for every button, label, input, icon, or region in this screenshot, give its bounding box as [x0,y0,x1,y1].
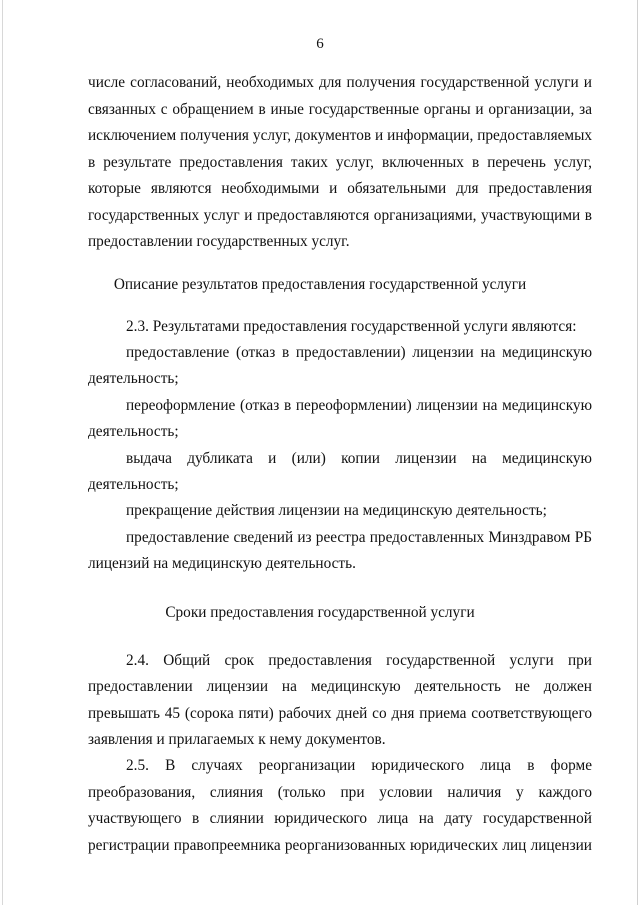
text-line: предоставлении государственных услуг. [88,233,350,250]
text-line: превышать 45 (сорока пяти) рабочих дней со дня приема соответствующего [88,705,592,722]
text-line: регистрации правопреемника реорганизованных юридических лиц лицензии [88,837,592,854]
text-line: в результате предоставления таких услуг, включенных в перечень услуг, [88,154,592,171]
text-line: числе согласований, необходимых для получения государственной услуги и [88,74,592,91]
text-line: переоформление (отказ в переоформлении) лицензии на медицинскую [126,397,592,414]
text-line: предоставлении лицензии на медицинскую деятельность не должен [88,678,592,695]
text-line: 2.4. Общий срок предоставления государственной услуги при [126,652,592,669]
text-line: которые являются необходимыми и обязательными для предоставления [88,180,592,197]
text-line: государственных услуг и предоставляются организациями, участвующими в [88,207,592,224]
text-line: заявления и прилагаемых к нему документов. [88,731,386,748]
text-line: 2.3. Результатами предоставления государственной услуги являются: [126,318,577,335]
text-line: предоставление сведений из реестра предоставленных Минздравом РБ [126,529,592,546]
text-line: деятельность; [88,370,179,387]
scan-edge-right [637,0,638,905]
section-heading-results: Описание результатов предоставления государственной услуги [113,276,527,293]
text-line: участвующего в слиянии юридического лица на дату государственной [88,810,592,827]
text-line: деятельность; [88,476,179,493]
text-line: лицензий на медицинскую деятельность. [88,555,356,572]
section-heading-terms: Сроки предоставления государственной услуги [165,604,475,621]
text-line: связанных с обращением в иные государственные органы и организации, за [88,101,592,118]
text-line: прекращение действия лицензии на медицинскую деятельность; [126,502,547,519]
text-line: исключением получения услуг, документов и информации, предоставляемых [88,127,592,144]
text-line: предоставление (отказ в предоставлении) лицензии на медицинскую [126,344,592,361]
text-line: выдача дубликата и (или) копии лицензии на медицинскую [126,450,592,467]
scan-edge-left [2,0,3,905]
text-line: преобразования, слияния (только при условии наличия у каждого [88,784,592,801]
text-line: деятельность; [88,423,179,440]
page-number: 6 [316,36,324,52]
text-line: 2.5. В случаях реорганизации юридического лица в форме [126,757,592,774]
